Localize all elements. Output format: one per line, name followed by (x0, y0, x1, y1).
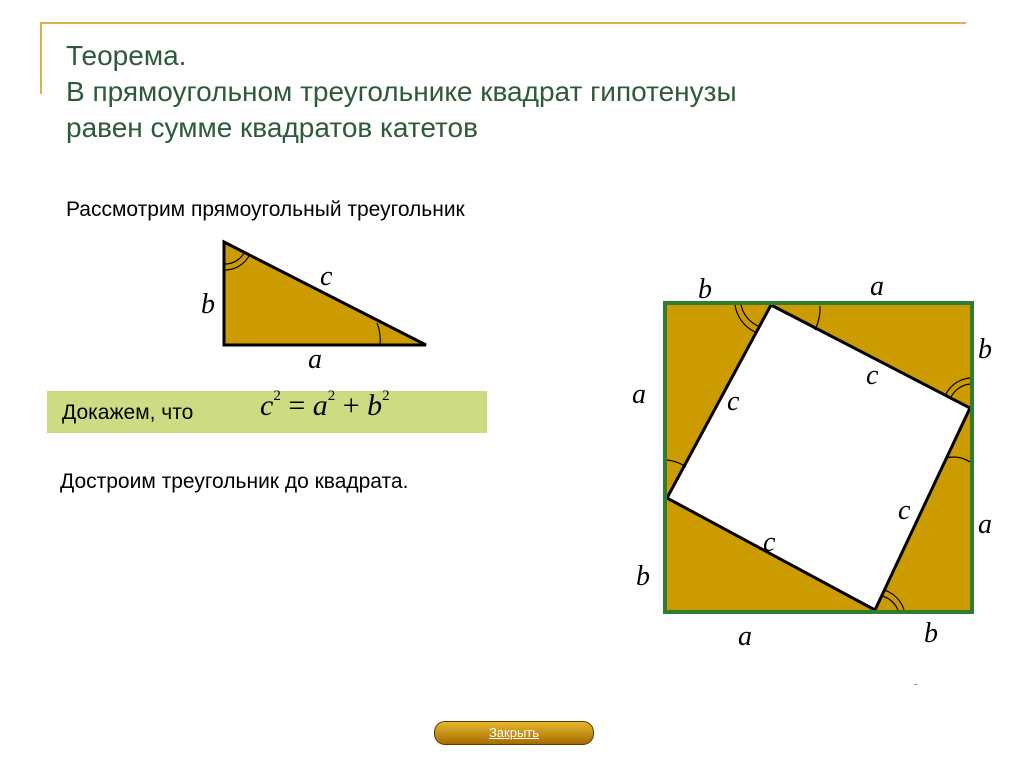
square-label-right-a: a (978, 509, 992, 540)
formula-exp-c: 2 (273, 388, 281, 404)
formula-c: c (260, 389, 274, 422)
triangle-label-a: a (308, 344, 322, 375)
formula-equals: = (288, 389, 306, 422)
triangle-label-c: c (320, 261, 333, 292)
title-line-1: Теорема. (66, 40, 187, 71)
pythagorean-square (632, 271, 992, 652)
square-label-bottom-b: b (924, 618, 938, 649)
square-label-top-b: b (698, 274, 712, 305)
consider-text: Рассмотрим прямоугольный треугольник (66, 198, 465, 221)
formula-a: a (312, 389, 328, 422)
stray-dot (914, 684, 917, 685)
title-line-2: В прямоугольном треугольнике квадрат гипотенузы (66, 76, 737, 107)
square-label-c-right: c (898, 495, 911, 526)
formula-exp-b: 2 (382, 388, 390, 404)
triangle-shape (224, 242, 426, 345)
square-label-c-left: c (727, 386, 740, 417)
square-label-right-b: b (978, 334, 992, 365)
square-label-c-center: c (763, 527, 776, 558)
formula-b: b (367, 389, 383, 422)
square-label-left-a: a (632, 379, 646, 410)
title-line-3: равен сумме квадратов катетов (66, 112, 478, 143)
square-label-top-a: a (870, 271, 884, 302)
right-triangle (201, 242, 426, 375)
square-label-c-top: c (866, 360, 879, 391)
square-label-left-b: b (636, 561, 650, 592)
square-label-bottom-a: a (738, 621, 752, 652)
complete-square-text: Достроим треугольник до квадрата. (60, 470, 409, 493)
formula-exp-a: 2 (327, 388, 336, 404)
close-button[interactable]: Закрыть (434, 721, 594, 745)
prove-label: Докажем, что (62, 401, 194, 424)
triangle-label-b: b (201, 289, 215, 320)
formula-plus: + (342, 389, 360, 422)
